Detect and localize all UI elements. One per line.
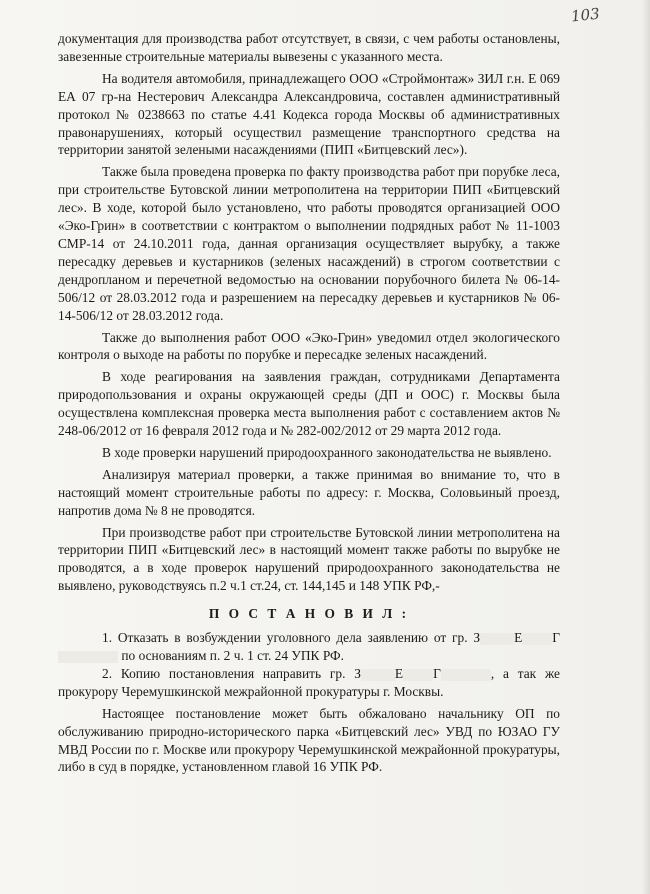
item-1-text-a: 1. Отказать в возбуждении уголовного дела заявлению от гр. З (102, 630, 481, 646)
document-body (58, 30, 560, 776)
redacted-block (361, 669, 395, 681)
redacted-block (441, 669, 491, 681)
paragraph-4: Также до выполнения работ ООО «Эко-Грин» уведомил отдел экологического контроля о выходе на работы по порубке и пересадке зеленых насаждений. (58, 329, 560, 363)
redacted-block (480, 633, 514, 645)
redacted-block (403, 669, 433, 681)
item-1-text-d: по основаниям п. 2 ч. 1 ст. 24 УПК РФ. (121, 648, 344, 663)
page-edge-shadow (642, 0, 650, 894)
resolution-item-2 (58, 665, 560, 701)
closing-paragraph: Настоящее постановление может быть обжаловано начальнику ОП по обслуживанию природно-исторического парка «Битцевский лес» УВД по ЮЗАО ГУ МВД России по г. Москве или прокурору Черемушкинской межрайонной прокуратуры, либо в суд в порядке, установленном главой 16 УПК РФ. (58, 705, 560, 775)
paragraph-2: На водителя автомобиля, принадлежащего ООО «Строймонтаж» ЗИЛ г.н. Е 069 ЕА 07 гр-на Нестерович Александра Александровича, составлен административный протокол № 0238663 по статье 4.41 Кодекса города Москвы об административных правонарушениях, который осуществил размещение транспортного средства на территории занятой зелеными насаждениями (ПИП «Битцевский лес»). (58, 70, 560, 158)
item-1-text-b: Е (514, 630, 523, 646)
paragraph-6: В ходе проверки нарушений природоохранного законодательства не выявлено. (102, 444, 552, 460)
paragraph-5: В ходе реагирования на заявления граждан, сотрудниками Департамента природопользования и охраны окружающей среды (ДП и ООС) г. Москвы была осуществлена комплексная проверка места выполнения работ с составлением актов № 248-06/2012 от 16 февраля 2012 года и № 282-002/2012 от 29 марта 2012 года. (58, 369, 560, 439)
redacted-block (522, 633, 552, 645)
resolution-item-1 (58, 629, 560, 665)
item-2-text-a: 2. Копию постановления направить гр. З (102, 665, 361, 681)
item-2-text-b: Е (394, 665, 404, 681)
redacted-block (58, 651, 118, 663)
item-2-text-c: Г (433, 665, 441, 681)
handwritten-page-number: 103 (570, 4, 601, 26)
item-1-text-c: Г (552, 630, 560, 646)
paragraph-1: документация для производства работ отсутствует, в связи, с чем работы остановлены, завезенные строительные материалы вывезены с указанного места. (58, 31, 560, 64)
paragraph-7: Анализируя материал проверки, а также принимая во внимание то, что в настоящий момент строительные работы по адресу: г. Москва, Соловьиный проезд, напротив дома № 8 не проводятся. (58, 466, 560, 518)
paragraph-8: При производстве работ при строительстве Бутовской линии метрополитена на территории ПИП «Битцевский лес» в настоящий момент также работы по вырубке не проводятся, а в ходе проверок нарушений природоохранного законодательства не выявлено, руководствуясь п.2 ч.1 ст.24, ст. 144,145 и 148 УПК РФ,- (58, 524, 560, 594)
paragraph-3: Также была проведена проверка по факту производства работ при порубке леса, при строительстве Бутовской линии метрополитена на территории ПИП «Битцевский лес». В ходе, которой было установлено, что работы проводятся организацией ООО «Эко-Грин» в соответствии с контрактом о выполнении подрядных работ № 11-1003 СМР-14 от 24.10.2011 года, данная организация осуществляет вырубку, а также пересадку деревьев и кустарников (зеленых насаждений) в строгом соответствии с дендропланом и перечетной ведомостью на основании порубочного билета № 06-14-506/12 от 28.03.2012 года и разрешением на пересадку деревьев и кустарников № 06-14-506/12 от 28.03.2012 года. (58, 164, 560, 323)
item-2-text-d: , а так же прокурору Черемушкинской межрайонной прокуратуры г. Москвы. (58, 665, 560, 699)
resolution-heading: П О С Т А Н О В И Л : (208, 606, 410, 622)
